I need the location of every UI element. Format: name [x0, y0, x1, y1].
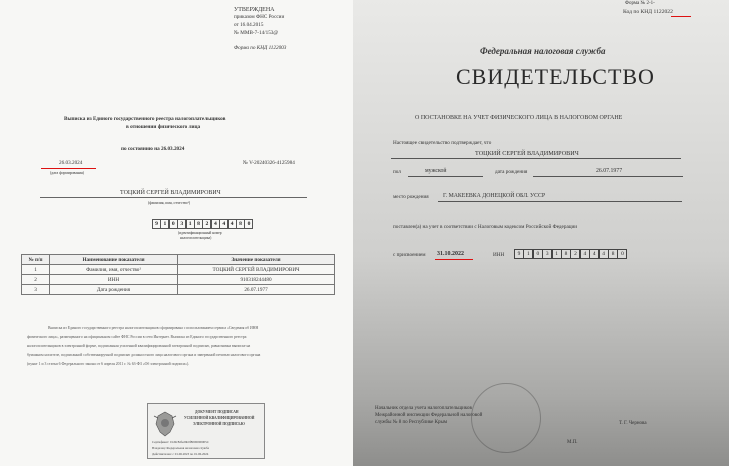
inn-digit-box: 4 — [580, 249, 590, 259]
inn-digit-box: 4 — [219, 219, 228, 229]
inn-digit-box: 8 — [561, 249, 571, 259]
knd-code: Код по КНД 1122022 — [623, 9, 673, 15]
notice-line-5: (пункт 1 и 3 статьи 6 Федерального закона от 6 апреля 2011 г. № 63-ФЗ «Об электронной подписи»). — [27, 362, 190, 366]
inn-digit-box: 2 — [202, 219, 211, 229]
row-value: 910318244480 — [178, 275, 335, 285]
col-header-value: Значение показателя — [178, 255, 335, 265]
emblem-icon — [152, 410, 178, 438]
inn-digit-box: 4 — [599, 249, 609, 259]
inn-label: ИНН — [493, 252, 505, 258]
confirms-text: Настоящее свидетельство подтверждает, что — [393, 140, 492, 146]
stamp-line3: ЭЛЕКТРОННОЙ ПОДПИСЬЮ — [193, 422, 245, 426]
row-indicator: Дата рождения — [50, 285, 178, 295]
inn-digit-box: 1 — [552, 249, 562, 259]
notice-line-3: налогоплательщиков в электронной форме, подписанная усиленной квалифицированной электронной подписью, равнозначна выписке на — [27, 344, 251, 348]
formation-date-underline — [41, 168, 96, 169]
inn-digit-box: 3 — [177, 219, 186, 229]
footer-line1: Начальник отдела учета налогоплательщиков — [375, 406, 472, 411]
inn-caption-line2: налогоплательщика) — [180, 236, 212, 240]
cert-person-name: ТОЦКИЙ СЕРГЕЙ ВЛАДИМИРОВИЧ — [475, 150, 579, 157]
inn-digit-box: 0 — [533, 249, 543, 259]
inn-digit-box: 1 — [523, 249, 533, 259]
table-row — [22, 285, 335, 295]
mp-label: М.П. — [567, 440, 578, 445]
notice-line-1: Выписка из Единого государственного реестра налогоплательщиков сформирована с использованием сервиса «Сведения об ИНН — [48, 326, 259, 330]
place-label: место рождения — [393, 194, 429, 200]
fns-heading: Федеральная налоговая служба — [480, 46, 606, 56]
inn-digit-box: 0 — [244, 219, 253, 229]
approval-number: № ММВ-7-14/153@ — [234, 30, 279, 36]
notice-line-2: физического лица», размещенного на официальном сайте ФНС России в сети Интернет. Выписка из Единого государственного реестра — [27, 335, 247, 339]
col-header-indicator: Наименование показателя — [50, 255, 178, 265]
inn-boxes — [152, 219, 253, 229]
inn-digit-box: 4 — [211, 219, 220, 229]
inn-digit-box: 8 — [236, 219, 245, 229]
stamp-owner: Владелец: Федеральная налоговая служба — [152, 446, 210, 450]
certificate-subtitle: О ПОСТАНОВКЕ НА УЧЕТ ФИЗИЧЕСКОГО ЛИЦА В НАЛОГОВОМ ОРГАНЕ — [415, 115, 623, 121]
inn-digit-box: 4 — [228, 219, 237, 229]
signer-name: Т. Г. Чернова — [619, 421, 647, 426]
inn-digit-box: 2 — [570, 249, 580, 259]
extract-as-of: по состоянию на 26.03.2024 — [121, 146, 185, 152]
approval-heading: УТВЕРЖДЕНА — [234, 7, 275, 13]
birth-value: 26.07.1977 — [596, 168, 623, 174]
inn-digit-box: 8 — [194, 219, 203, 229]
birth-label: дата рождения — [495, 169, 528, 175]
inn-digit-box: 9 — [514, 249, 524, 259]
row-indicator: Фамилия, имя, отчество¹ — [50, 265, 178, 275]
place-line — [438, 201, 682, 202]
registered-text: поставлен(а) на учет в соответствии с Налоговым кодексом Российской Федерации — [393, 224, 578, 230]
since-label: с присвоением — [393, 252, 426, 258]
footer-line2: Межрайонной инспекции Федеральной налоговой — [375, 413, 483, 418]
extract-title-line1: Выписка из Единого государственного реестра налогоплательщиков — [64, 116, 226, 122]
form-code: Форма по КНД 1122003 — [234, 45, 287, 51]
inn-digit-box: 0 — [169, 219, 178, 229]
name-underline — [40, 197, 307, 198]
sex-line — [408, 176, 483, 177]
name-caption: (фамилия, имя, отчество¹) — [148, 201, 191, 205]
sex-value: мужской — [425, 168, 447, 174]
stamp-certificate: Сертификат: 01d9c8dfe26b0f8000000005d — [152, 440, 209, 444]
row-indicator: ИНН — [50, 275, 178, 285]
approval-order: приказом ФНС России — [234, 14, 285, 20]
table-header-row — [22, 255, 335, 265]
notice-line-4: бумажном носителе, подписанной собственноручной подписью должностного лица налогового органа и заверенной печатью налогового органа — [27, 353, 261, 357]
inn-digit-box: 4 — [589, 249, 599, 259]
row-value: 26.07.1977 — [178, 285, 335, 295]
sex-label: пол — [393, 169, 401, 175]
extract-number: № V-20240326-4125984 — [243, 160, 295, 166]
stamp-validity: Действителен: с 01.06.2023 по 01.06.2024 — [152, 452, 209, 456]
e-signature-stamp — [147, 403, 265, 459]
since-date-underline — [435, 259, 473, 260]
table-row — [22, 275, 335, 285]
stamp-line2: УСИЛЕННОЙ КВАЛИФИЦИРОВАННОЙ — [184, 416, 255, 420]
knd-underline — [671, 16, 691, 17]
inn-digit-box: 1 — [186, 219, 195, 229]
inn-digit-box: 8 — [608, 249, 618, 259]
inn-caption-line1: (идентификационный номер — [178, 231, 222, 235]
place-value: Г. МАКЕЕВКА ДОНЕЦКОЙ ОБЛ. УССР — [443, 193, 546, 199]
inn-digit-box: 3 — [542, 249, 552, 259]
inn-digit-box: 1 — [160, 219, 169, 229]
person-name: ТОЦКИЙ СЕРГЕЙ ВЛАДИМИРОВИЧ — [120, 190, 221, 196]
row-number: 2 — [22, 275, 50, 285]
col-header-number: № п/п — [22, 255, 50, 265]
birth-line — [533, 176, 683, 177]
row-value: ТОЦКИЙ СЕРГЕЙ ВЛАДИМИРОВИЧ — [178, 265, 335, 275]
extract-title-line2: в отношении физического лица — [126, 124, 201, 130]
stamp-line1: ДОКУМЕНТ ПОДПИСАН — [195, 410, 239, 414]
footer-line3: службы № 8 по Республике Крым — [375, 420, 447, 425]
certificate-title: СВИДЕТЕЛЬСТВО — [456, 64, 655, 89]
row-number: 3 — [22, 285, 50, 295]
form-number: Форма № 2-1- — [625, 1, 655, 6]
certificate-document — [353, 0, 729, 466]
row-number: 1 — [22, 265, 50, 275]
inn-digit-box: 0 — [617, 249, 627, 259]
formation-date-caption: (дата формирования) — [50, 171, 85, 175]
cert-inn-boxes — [514, 249, 627, 259]
table-row — [22, 265, 335, 275]
extract-document — [0, 0, 353, 466]
extract-table — [21, 254, 335, 295]
official-seal — [471, 383, 541, 453]
inn-digit-box: 9 — [152, 219, 161, 229]
formation-date: 26.03.2024 — [59, 160, 83, 166]
since-date: 31.10.2022 — [437, 251, 464, 257]
approval-date: от 16.04.2015 — [234, 22, 264, 28]
name-line — [391, 158, 681, 159]
